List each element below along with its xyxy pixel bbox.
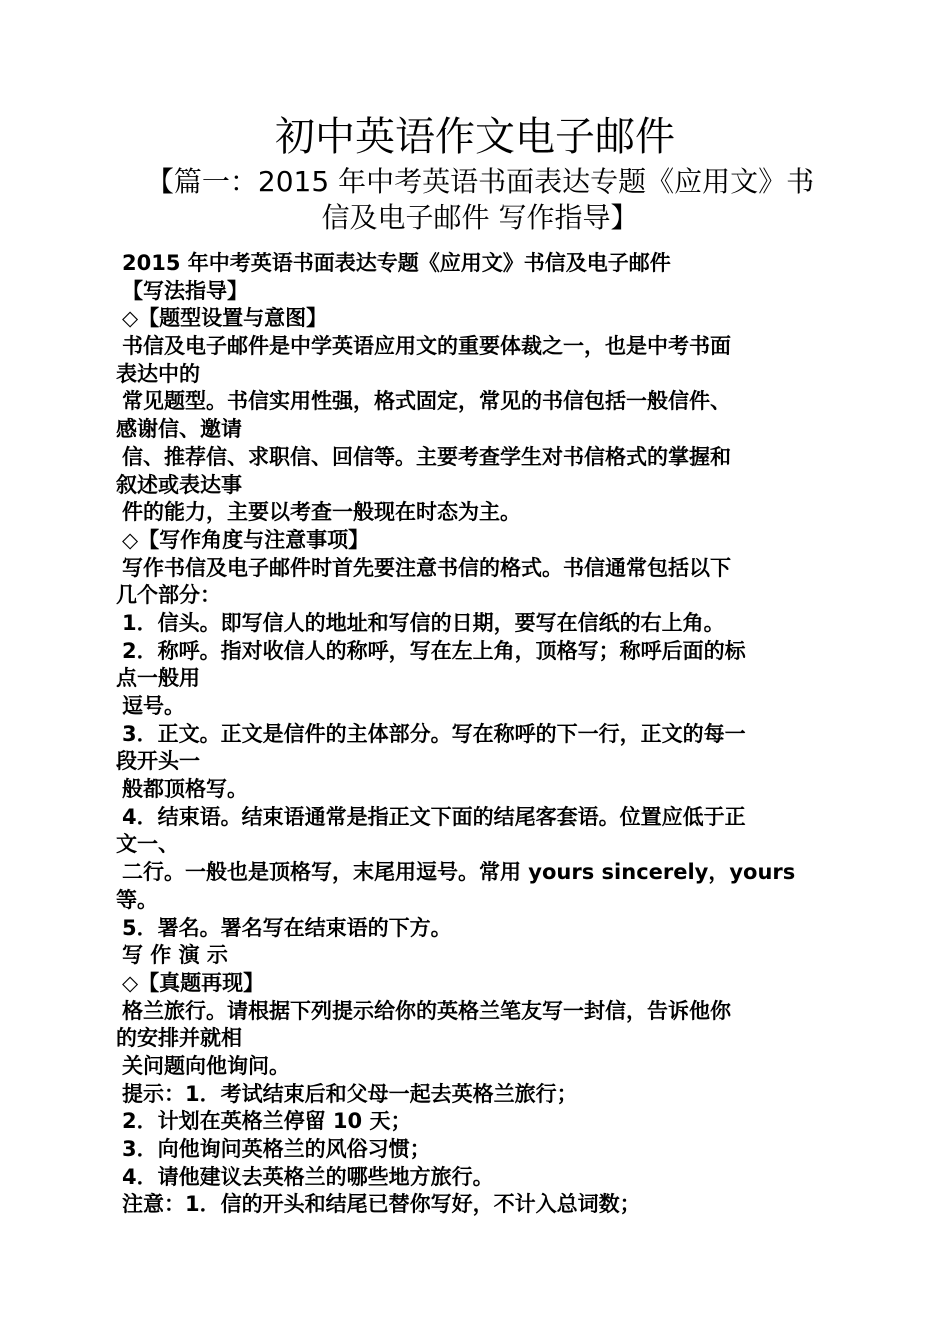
section-heading: 【写法指导】 — [122, 278, 248, 303]
list-item: 2．称呼。指对收信人的称呼，写在左上角，顶格写；称呼后面的标 — [122, 638, 746, 663]
list-item: 等。 — [116, 887, 158, 912]
subtitle-line: 【篇一：2015 年中考英语书面表达专题《应用文》书 — [145, 165, 815, 198]
list-item: 逗号。 — [122, 694, 185, 718]
list-item: 注意：1．信的开头和结尾已替你写好，不计入总词数； — [122, 1192, 641, 1217]
paragraph-line: 信、推荐信、求职信、回信等。主要考查学生对书信格式的掌握和 — [122, 444, 731, 469]
list-item: 4．请他建议去英格兰的哪些地方旅行。 — [122, 1164, 494, 1189]
list-item: 文一、 — [116, 832, 179, 857]
list-item: 5．署名。署名写在结束语的下方。 — [122, 915, 452, 940]
section-heading: ◇【真题再现】 — [122, 970, 265, 995]
paragraph-line: 的安排并就相 — [116, 1026, 242, 1051]
section-heading: ◇【题型设置与意图】 — [122, 306, 328, 331]
subtitle-line: 信及电子邮件 写作指导】 — [321, 201, 639, 234]
paragraph-line: 书信及电子邮件是中学英语应用文的重要体裁之一，也是中考书面 — [122, 334, 731, 359]
document-title: 初中英语作文电子邮件 — [275, 114, 675, 160]
list-item: 1．信头。即写信人的地址和写信的日期，要写在信纸的右上角。 — [122, 610, 725, 635]
document-subtitle — [100, 164, 860, 236]
paragraph-line: 件的能力，主要以考查一般现在时态为主。 — [122, 500, 521, 525]
document-body — [116, 250, 836, 1219]
paragraph-line: 几个部分： — [116, 583, 221, 608]
section-heading: 2015 年中考英语书面表达专题《应用文》书信及电子邮件 — [122, 251, 671, 275]
paragraph-line: 表达中的 — [116, 361, 200, 386]
paragraph-line: 叙述或表达事 — [116, 472, 242, 497]
list-item: 点一般用 — [116, 666, 200, 691]
list-item: 般都顶格写。 — [122, 777, 248, 802]
list-item: 2．计划在英格兰停留 10 天； — [122, 1109, 412, 1134]
paragraph-line: 格兰旅行。请根据下列提示给你的英格兰笔友写一封信，告诉他你 — [122, 998, 731, 1023]
list-item: 4．结束语。结束语通常是指正文下面的结尾客套语。位置应低于正 — [122, 804, 746, 829]
list-item: 段开头一 — [116, 749, 200, 774]
paragraph-line: 关问题向他询问。 — [122, 1053, 290, 1078]
section-heading: ◇【写作角度与注意事项】 — [122, 527, 370, 552]
list-item: 3．正文。正文是信件的主体部分。写在称呼的下一行，正文的每一 — [122, 721, 746, 746]
paragraph-line: 写作书信及电子邮件时首先要注意书信的格式。书信通常包括以下 — [122, 555, 731, 580]
paragraph-line: 感谢信、邀请 — [116, 417, 242, 442]
paragraph-line: 常见题型。书信实用性强，格式固定，常见的书信包括一般信件、 — [122, 389, 731, 414]
list-item: 提示：1．考试结束后和父母一起去英格兰旅行； — [122, 1081, 578, 1106]
list-item: 二行。一般也是顶格写，末尾用逗号。常用 yours sincerely，yours — [122, 860, 796, 885]
list-item: 3．向他询问英格兰的风俗习惯； — [122, 1137, 431, 1161]
section-heading: 写 作 演 示 — [122, 943, 228, 968]
